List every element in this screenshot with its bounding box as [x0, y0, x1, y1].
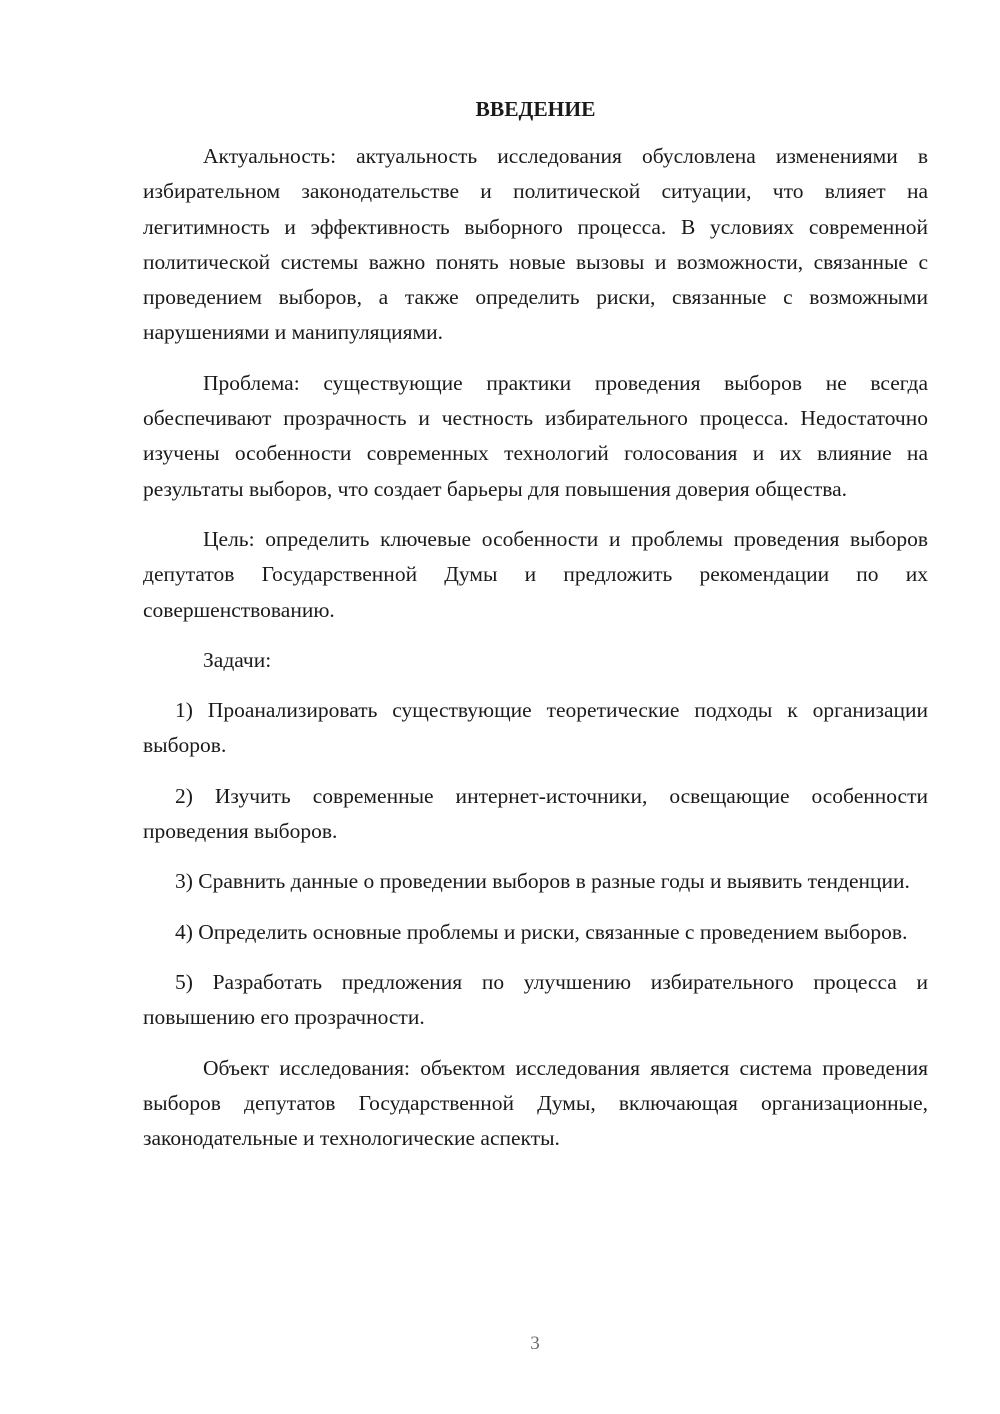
- problem-paragraph: Проблема: существующие практики проведения выборов не всегда обеспечивают прозрачность и честность избирательного процесса. Недостаточно изучены особенности современных технологий голосования и их влияние на результаты выборов, что создает барьеры для повышения доверия общества.: [143, 370, 928, 501]
- task-item: 2) Изучить современные интернет-источники, освещающие особенности проведения выборов.: [143, 783, 928, 844]
- document-page: [143, 92, 928, 1171]
- goal-paragraph: Цель: определить ключевые особенности и проблемы проведения выборов депутатов Государственной Думы и предложить рекомендации по их совершенствованию.: [143, 526, 928, 622]
- tasks-heading: Задачи:: [203, 647, 272, 672]
- relevance-paragraph: Актуальность: актуальность исследования обусловлена изменениями в избирательном законодательстве и политической ситуации, что влияет на легитимность и эффективность выборного процесса. В условиях современной политической системы важно понять новые вызовы и возможности, связанные с проведением выборов, а также определить риски, связанные с возможными нарушениями и манипуляциями.: [143, 144, 928, 345]
- page-number: 3: [530, 1333, 540, 1354]
- task-item: 1) Проанализировать существующие теоретические подходы к организации выборов.: [143, 698, 928, 758]
- task-item: 4) Определить основные проблемы и риски, связанные с проведением выборов.: [175, 919, 908, 944]
- task-item: 5) Разработать предложения по улучшению избирательного процесса и повышению его прозрачности.: [143, 969, 928, 1030]
- section-title: ВВЕДЕНИЕ: [475, 97, 596, 121]
- task-item: 3) Сравнить данные о проведении выборов в разные годы и выявить тенденции.: [175, 869, 910, 894]
- object-paragraph: Объект исследования: объектом исследования является система проведения выборов депутатов Государственной Думы, включающая организационные, законодательные и технологические аспекты.: [143, 1055, 928, 1151]
